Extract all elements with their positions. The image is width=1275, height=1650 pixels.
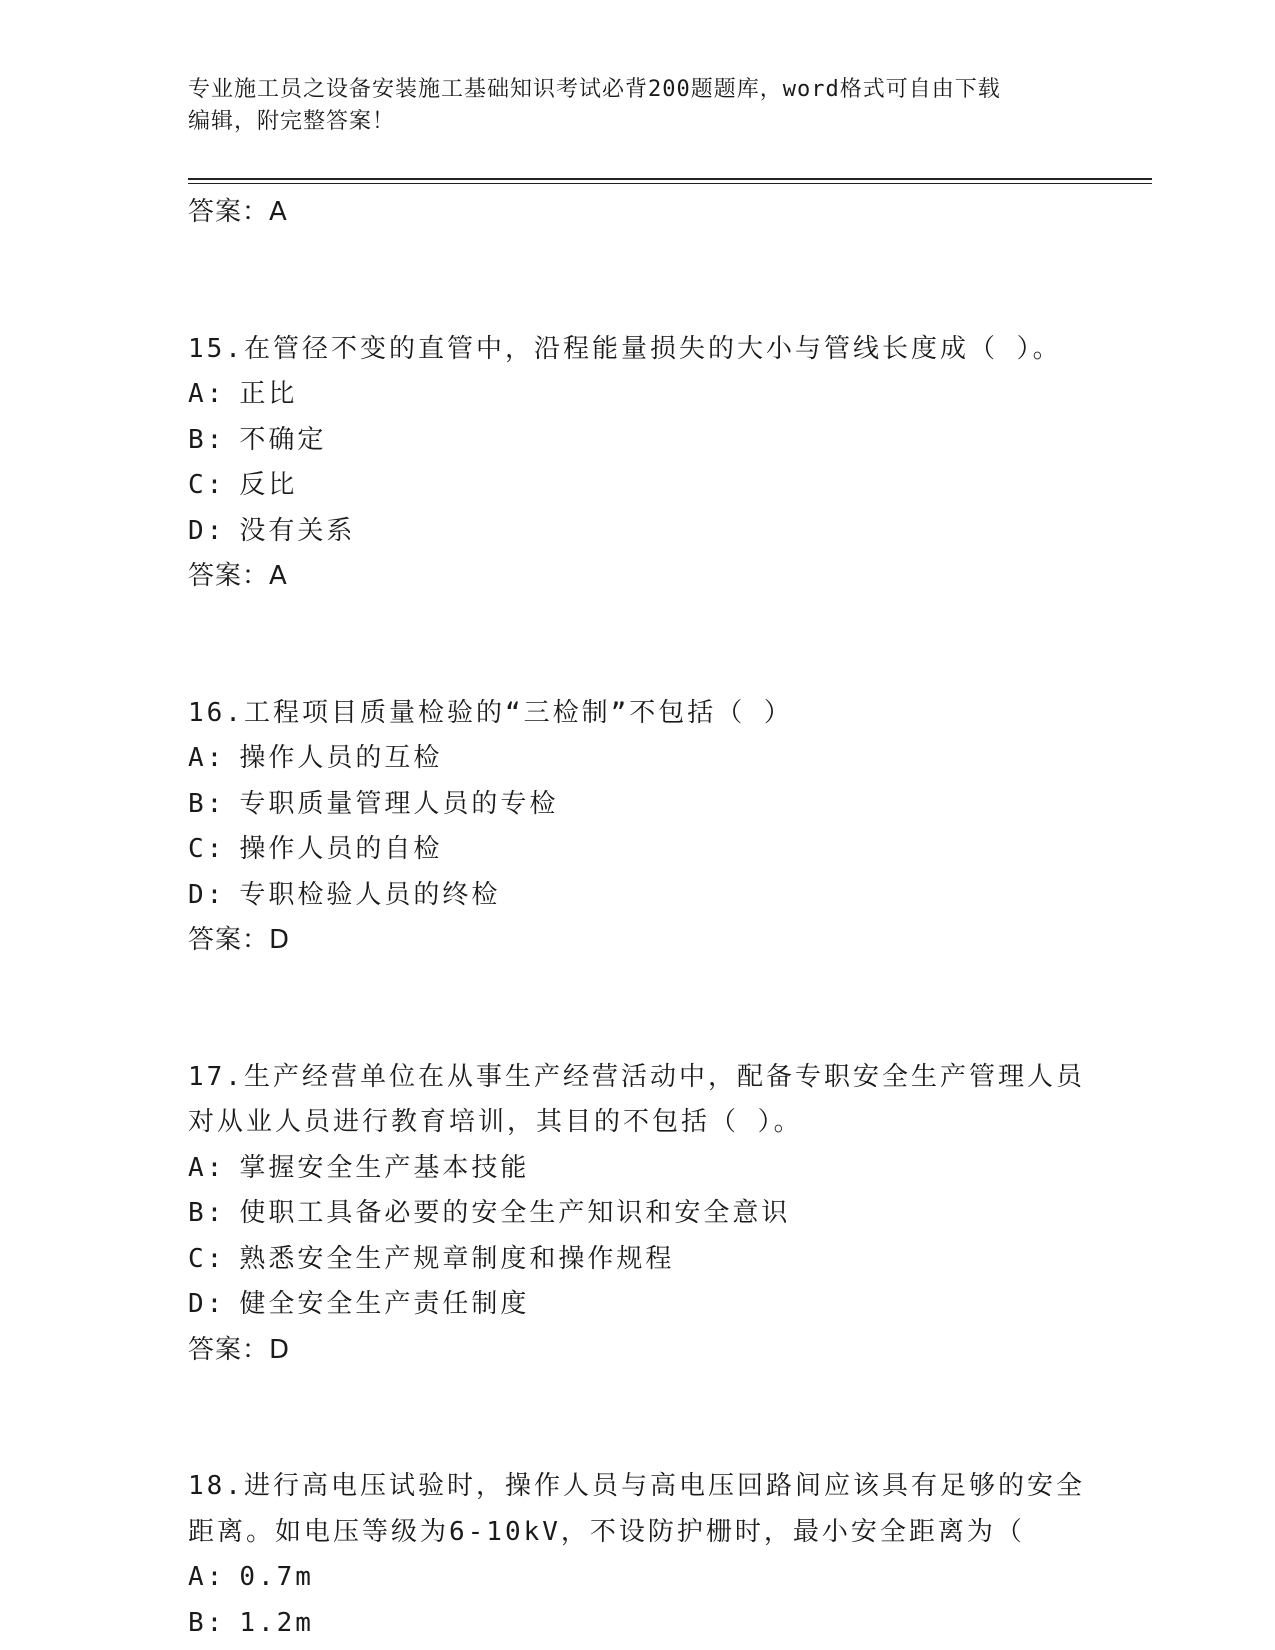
document-body	[188, 190, 1088, 1646]
option-letter: B:	[188, 1607, 226, 1638]
option-letter: A:	[188, 379, 226, 409]
answer-line: 答案：A	[188, 561, 288, 591]
question-text: 15.在管径不变的直管中，沿程能量损失的大小与管线长度成（ ）。	[188, 333, 1062, 364]
option-a	[188, 736, 1088, 782]
question-block	[188, 1464, 1088, 1646]
option-text: 专职质量管理人员的专检	[239, 788, 559, 819]
option-letter: C:	[188, 470, 226, 500]
spacer	[188, 1373, 1088, 1464]
option-letter: A:	[188, 1562, 226, 1592]
option-text: 使职工具备必要的安全生产知识和安全意识	[239, 1198, 791, 1228]
option-b	[188, 782, 1088, 828]
option-letter: D:	[188, 1289, 226, 1319]
option-c	[188, 1237, 1088, 1283]
answer-line: 答案：D	[188, 1334, 291, 1365]
question-text-line-2: 对从业人员进行教育培训，其目的不包括（ ）。	[188, 1107, 803, 1137]
option-letter: B:	[188, 424, 226, 455]
question-block	[188, 691, 1088, 964]
option-text: 熟悉安全生产规章制度和操作规程	[239, 1243, 675, 1274]
question-text-line-2: 距离。如电压等级为6-10kV，不设防护栅时，最小安全距离为（	[188, 1516, 1025, 1547]
answer-line: 答案：A	[188, 197, 288, 227]
option-letter: B:	[188, 1198, 226, 1228]
spacer	[188, 236, 1088, 327]
header-line-2: 编辑，附完整答案！	[188, 109, 396, 134]
answer-line: 答案：D	[188, 925, 291, 955]
option-letter: C:	[188, 1243, 226, 1274]
question-text: 16.工程项目质量检验的“三检制”不包括（ ）	[188, 697, 793, 728]
header-divider-thin	[188, 183, 1152, 184]
option-text: 操作人员的互检	[239, 743, 443, 773]
option-b	[188, 1601, 1088, 1647]
option-text: 健全安全生产责任制度	[239, 1289, 530, 1319]
header-divider-thick	[188, 178, 1152, 180]
question-block	[188, 1055, 1088, 1374]
option-text: 掌握安全生产基本技能	[239, 1152, 530, 1183]
option-a	[188, 1555, 1088, 1601]
option-text: 正比	[239, 379, 298, 409]
question-text-line-1: 18.进行高电压试验时，操作人员与高电压回路间应该具有足够的安全	[188, 1471, 1085, 1501]
document-header	[188, 74, 1088, 138]
option-letter: B:	[188, 788, 226, 819]
header-line-1: 专业施工员之设备安装施工基础知识考试必背200题题库，word格式可自由下载	[188, 77, 1001, 102]
option-letter: D:	[188, 515, 226, 546]
option-letter: C:	[188, 834, 226, 864]
option-c	[188, 463, 1088, 509]
option-text: 0.7m	[239, 1562, 314, 1592]
option-letter: A:	[188, 1152, 226, 1183]
option-d	[188, 1282, 1088, 1328]
option-text: 不确定	[239, 424, 327, 455]
option-b	[188, 418, 1088, 464]
question-block	[188, 327, 1088, 600]
option-b	[188, 1191, 1088, 1237]
question-text-line-1: 17.生产经营单位在从事生产经营活动中，配备专职安全生产管理人员	[188, 1061, 1085, 1092]
spacer	[188, 600, 1088, 691]
option-text: 没有关系	[239, 515, 356, 546]
option-d	[188, 873, 1088, 919]
option-text: 1.2m	[239, 1607, 314, 1638]
option-d	[188, 509, 1088, 555]
spacer	[188, 964, 1088, 1055]
option-text: 反比	[239, 470, 298, 500]
option-letter: A:	[188, 743, 226, 773]
option-c	[188, 827, 1088, 873]
option-a	[188, 1146, 1088, 1192]
option-text: 操作人员的自检	[239, 834, 443, 864]
option-letter: D:	[188, 879, 226, 910]
option-text: 专职检验人员的终检	[239, 879, 501, 910]
option-a	[188, 372, 1088, 418]
